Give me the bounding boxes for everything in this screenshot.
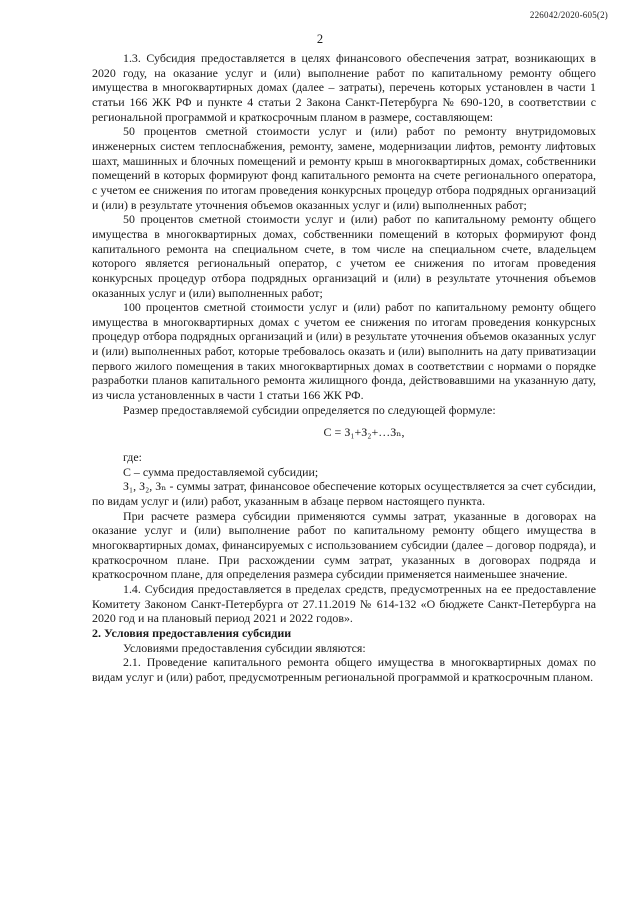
document-body (92, 51, 596, 685)
paragraph-100-percent: 100 процентов сметной стоимости услуг и (или) работ по капитальному ремонту общего имущества в многоквартирных домах с учетом ее снижения по итогам проведения конкурсных процедур отбора подрядных организаций и (или) в результате уточнения объемов оказанных услуг и (или) выполненных работ, которые требовалось оказать и (или) выполнить на дату приватизации первого жилого помещения в таких многоквартирных домах в соответствии с нормами о порядке разработки планов капитального ремонта жилищного фонда, действовавшими на указанную дату, из числа установленных в части 1 статьи 166 ЖК РФ. (92, 300, 596, 403)
paragraph-50-percent-special: 50 процентов сметной стоимости услуг и (или) работ по капитальному ремонту общего имущества в многоквартирных домах, собственники помещений в которых формируют фонд капитального ремонта на специальном счете, в том числе на специальном счете, владельцем которого является региональный оператор, с учетом ее снижения по итогам проведения конкурсных процедур отбора подрядных организаций и (или) в результате уточнения объемов оказанных услуг и (или) выполненных работ; (92, 212, 596, 300)
paragraph-calculation: При расчете размера субсидии применяются суммы затрат, указанные в договорах на оказание услуг и (или) выполнение работ по капитальному ремонту общего имущества в многоквартирных домах, финансируемых с использованием субсидии (далее – договор подряда), и краткосрочном плане. При расхождении сумм затрат, указанных в договорах подряда и краткосрочном плане, для определения размера субсидии применяется наименьшее значение. (92, 508, 596, 582)
section-2-title: 2. Условия предоставления субсидии (92, 625, 292, 640)
subsidy-formula: С = З₁+З₂+…Зₙ, (323, 425, 405, 440)
paragraph-2-1: 2.1. Проведение капитального ремонта общего имущества в многоквартирных домах по видам услуг и (или) работ, предусмотренным региональной программой и краткосрочным планом. (92, 655, 596, 684)
paragraph-where: где: (123, 450, 142, 465)
document-id: 226042/2020-605(2) (529, 10, 608, 20)
page-number: 2 (316, 32, 324, 46)
paragraph-1-3: 1.3. Субсидия предоставляется в целях финансового обеспечения затрат, возникающих в 2020 году, на оказание услуг и (или) выполнение работ по капитальному ремонту общего имущества в многоквартирных домах (далее – затраты), перечень которых установлен в части 1 статьи 166 ЖК РФ и пункте 4 статьи 2 Закона Санкт-Петербурга № 690-120, в соответствии с региональной программой и краткосрочным планом в размере, составляющем: (92, 51, 596, 124)
paragraph-formula-intro: Размер предоставляемой субсидии определяется по следующей формуле: (123, 402, 496, 417)
paragraph-conditions: Условиями предоставления субсидии являются: (123, 640, 366, 655)
paragraph-z-definition: З₁, З₂, Зₙ - суммы затрат, финансовое обеспечение которых осуществляется за счет субсидии, по видам услуг и (или) работ, указанным в абзаце первом настоящего пункта. (92, 479, 596, 509)
paragraph-50-percent-regional: 50 процентов сметной стоимости услуг и (или) работ по ремонту внутридомовых инженерных систем теплоснабжения, ремонту, замене, модернизации лифтов, ремонту лифтовых шахт, машинных и блочных помещений и ремонту крыш в многоквартирных домах, собственники помещений в которых формируют фонд капитального ремонта на счете регионального оператора, с учетом ее снижения по итогам проведения конкурсных процедур отбора подрядных организаций и (или) в результате уточнения объемов оказанных услуг и (или) выполненных работ; (92, 124, 596, 212)
paragraph-1-4: 1.4. Субсидия предоставляется в пределах средств, предусмотренных на ее предоставление Комитету Законом Санкт-Петербурга от 27.11.2019 № 614-132 «О бюджете Санкт-Петербурга на 2020 год и на плановый период 2021 и 2022 годов». (92, 581, 596, 626)
paragraph-c-definition: С – сумма предоставляемой субсидии; (123, 464, 319, 479)
